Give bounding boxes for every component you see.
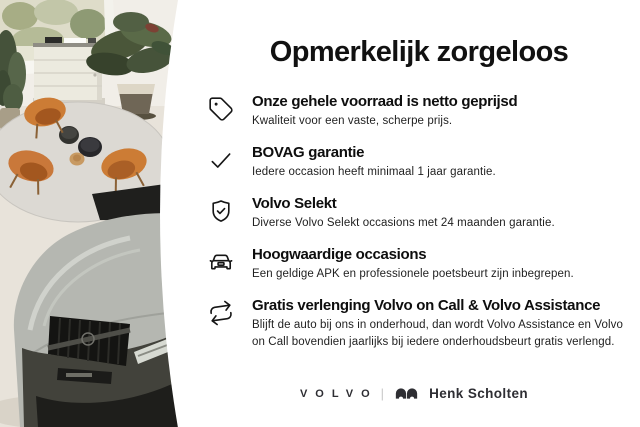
benefit-item-gratis-verlenging	[206, 296, 632, 351]
content-panel	[206, 0, 632, 427]
page-title: Opmerkelijk zorgeloos	[269, 36, 569, 68]
brand-footer	[206, 386, 622, 401]
benefit-item-hoogwaardige-occasions	[206, 245, 632, 283]
shield-check-icon	[206, 196, 236, 226]
benefit-description: Diverse Volvo Selekt occasions met 24 maanden garantie.	[252, 217, 555, 229]
henk-scholten-logo-icon	[395, 387, 418, 400]
benefit-description: Blijft de auto bij ons in onderhoud, dan wordt Volvo Assistance en Volvo on Call bovendien jaarlijks bij iedere onderhoudsbeurt gratis verlengd.	[252, 319, 623, 348]
benefit-description: Iedere occasion heeft minimaal 1 jaar garantie.	[252, 166, 496, 178]
benefit-description: Een geldige APK en professionele poetsbeurt zijn inbegrepen.	[252, 268, 574, 280]
dealer-name: Henk Scholten	[429, 386, 529, 401]
benefit-heading: Hoogwaardige occasions	[252, 246, 427, 263]
benefit-item-volvo-selekt	[206, 194, 632, 232]
benefit-heading: Volvo Selekt	[252, 195, 337, 212]
benefit-item-bovag-garantie	[206, 143, 632, 181]
benefit-heading: Onze gehele voorraad is netto geprijsd	[252, 93, 518, 110]
benefit-heading: BOVAG garantie	[252, 144, 365, 161]
repeat-arrows-icon	[206, 298, 236, 328]
tag-icon	[206, 94, 236, 124]
footer-divider: |	[380, 386, 385, 401]
benefit-description: Kwaliteit voor een vaste, scherpe prijs.	[252, 115, 453, 127]
benefit-list	[206, 92, 632, 351]
benefit-heading: Gratis verlenging Volvo on Call & Volvo Assistance	[252, 297, 601, 314]
volvo-wordmark: VOLVO	[299, 387, 378, 400]
benefit-item-netto-geprijsd	[206, 92, 632, 130]
car-front-icon	[206, 247, 236, 277]
check-icon	[206, 145, 236, 175]
